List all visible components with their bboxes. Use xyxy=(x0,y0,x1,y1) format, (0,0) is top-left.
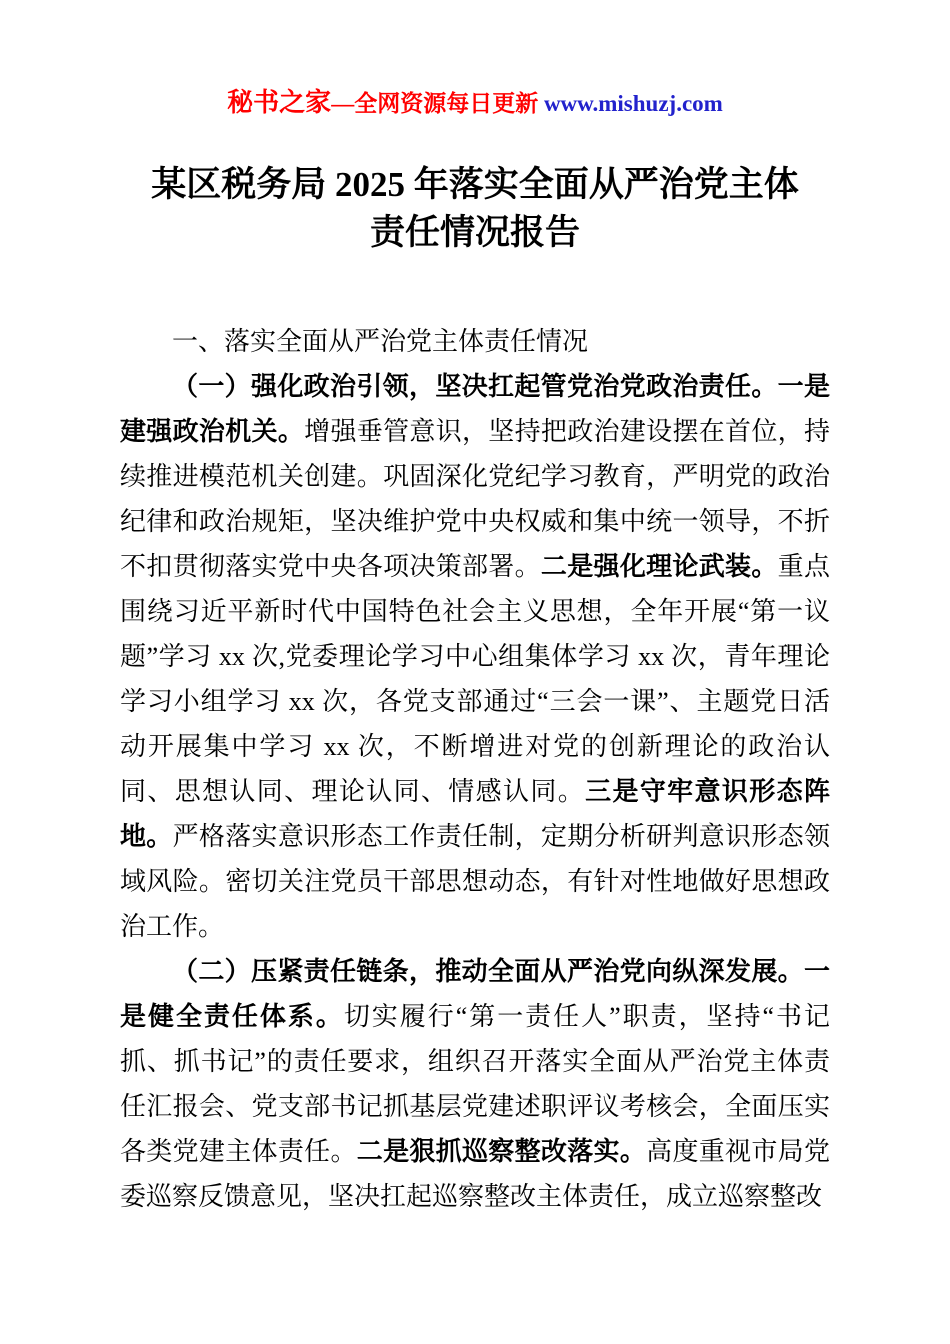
bold-run: 二是狠抓巡察整改落实。 xyxy=(356,1137,647,1166)
body-paragraph xyxy=(120,364,830,949)
paragraphs-container xyxy=(120,364,830,1219)
text-run: 严格落实意识形态工作责任制，定期分析研判意识形态领域风险。密切关注党员干部思想动态，有针对性地做好思想政治工作。 xyxy=(120,822,830,941)
bold-run: （一）强化政治引领，坚决扛起管党治党政治责任。一是建强政治机关。 xyxy=(120,372,830,446)
site-name: 秘书之家 xyxy=(227,88,332,117)
site-tagline: —全网资源每日更新 xyxy=(331,91,544,116)
body-paragraph xyxy=(120,949,830,1219)
document-title-line-1: 某区税务局 2025 年落实全面从严治党主体 xyxy=(151,165,799,204)
document-body xyxy=(120,319,830,1219)
section-heading: 一、落实全面从严治党主体责任情况 xyxy=(172,327,589,356)
document-title-line-2: 责任情况报告 xyxy=(369,213,580,252)
site-header xyxy=(120,88,830,119)
site-url-link[interactable]: www.mishuzj.com xyxy=(543,91,723,116)
bold-run: （二）压紧责任链条，推动全面从严治党向纵深发展。一是健全责任体系。 xyxy=(120,957,830,1031)
text-run: 增强垂管意识，坚持把政治建设摆在首位，持续推进模范机关创建。巩固深化党纪学习教育，严明党的政治纪律和政治规矩，坚决维护党中央权威和集中统一领导，不折不扣贯彻落实党中央各项决策部署。 xyxy=(120,417,830,581)
document-title xyxy=(120,161,830,257)
text-run: 重点围绕习近平新时代中国特色社会主义思想，全年开展“第一议题”学习 xx 次,党委理论学习中心组集体学习 xx 次，青年理论学习小组学习 xx 次，各党支部通过“三会一课”、主题党日活动开展集中学习 xx 次，不断增进对党的创新理论的政治认同、思想认同、理论认同、情感认同。 xyxy=(120,552,830,806)
text-run: 切实履行“第一责任人”职责，坚持“书记抓、抓书记”的责任要求，组织召开落实全面从严治党主体责任汇报会、党支部书记抓基层党建述职评议考核会，全面压实各类党建主体责任。 xyxy=(120,1002,830,1166)
text-run: 高度重视市局党委巡察反馈意见，坚决扛起巡察整改主体责任，成立巡察整改 xyxy=(120,1137,830,1211)
bold-run: 二是强化理论武装。 xyxy=(540,552,778,581)
bold-run: 三是守牢意识形态阵地。 xyxy=(120,777,830,851)
